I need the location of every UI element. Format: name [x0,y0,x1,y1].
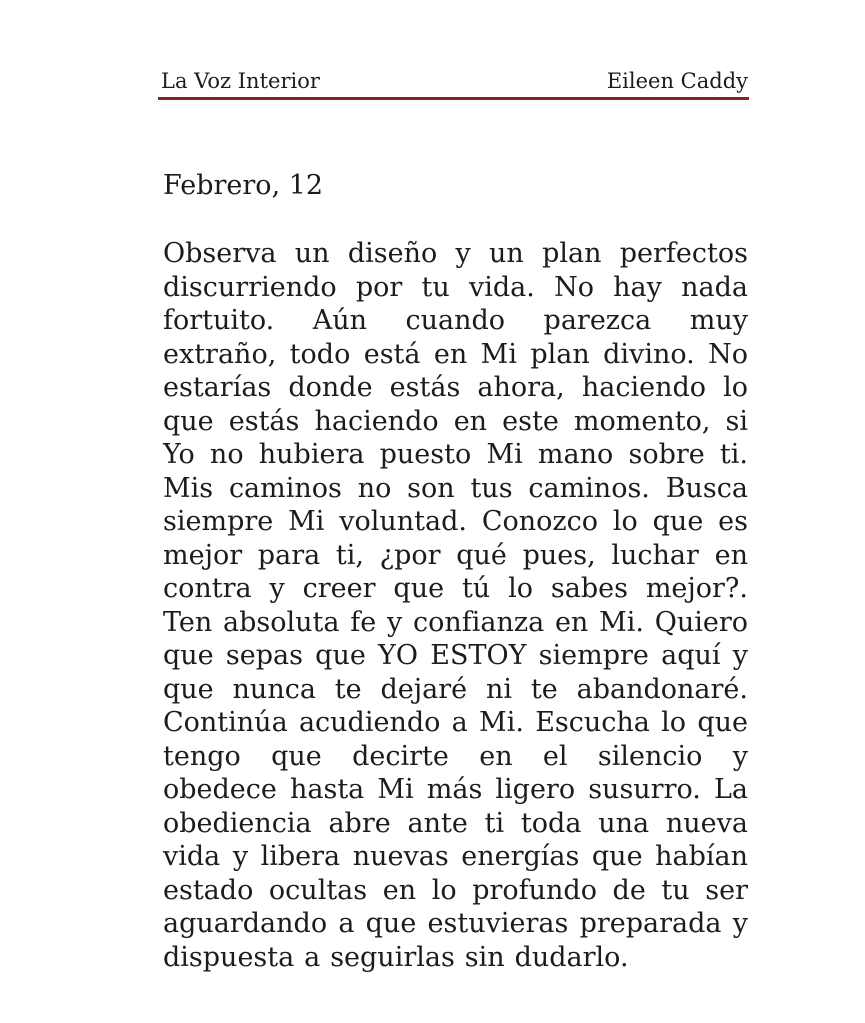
book-title: La Voz Interior [161,69,320,93]
page-header [161,68,748,94]
header-divider-rule [158,97,749,100]
date-heading: Febrero, 12 [163,170,324,201]
book-author: Eileen Caddy [606,69,748,93]
body-paragraph: Observa un diseño y un plan perfectos discurriendo por tu vida. No hay nada fortuito. Aún cuando parezca muy extraño, todo está en Mi plan divino. No estarías donde estás ahora, haciendo lo que estás haciendo en este momento, si Yo no hubiera puesto Mi mano sobre ti. Mis caminos no son tus caminos. Busca siempre Mi voluntad. Conozco lo que es mejor para ti, ¿por qué pues, luchar en contra y creer que tú lo sabes mejor?. Ten absoluta fe y confianza en Mi. Quiero que sepas que YO ESTOY siempre aquí y que nunca te dejaré ni te abandonaré. Continúa acudiendo a Mi. Escucha lo que tengo que decirte en el silencio y obedece hasta Mi más ligero susurro. La obediencia abre ante ti toda una nueva vida y libera nuevas energías que habían estado ocultas en lo profundo de tu ser aguardando a que estuvieras preparada y dispuesta a seguirlas sin dudarlo. [163,238,748,973]
